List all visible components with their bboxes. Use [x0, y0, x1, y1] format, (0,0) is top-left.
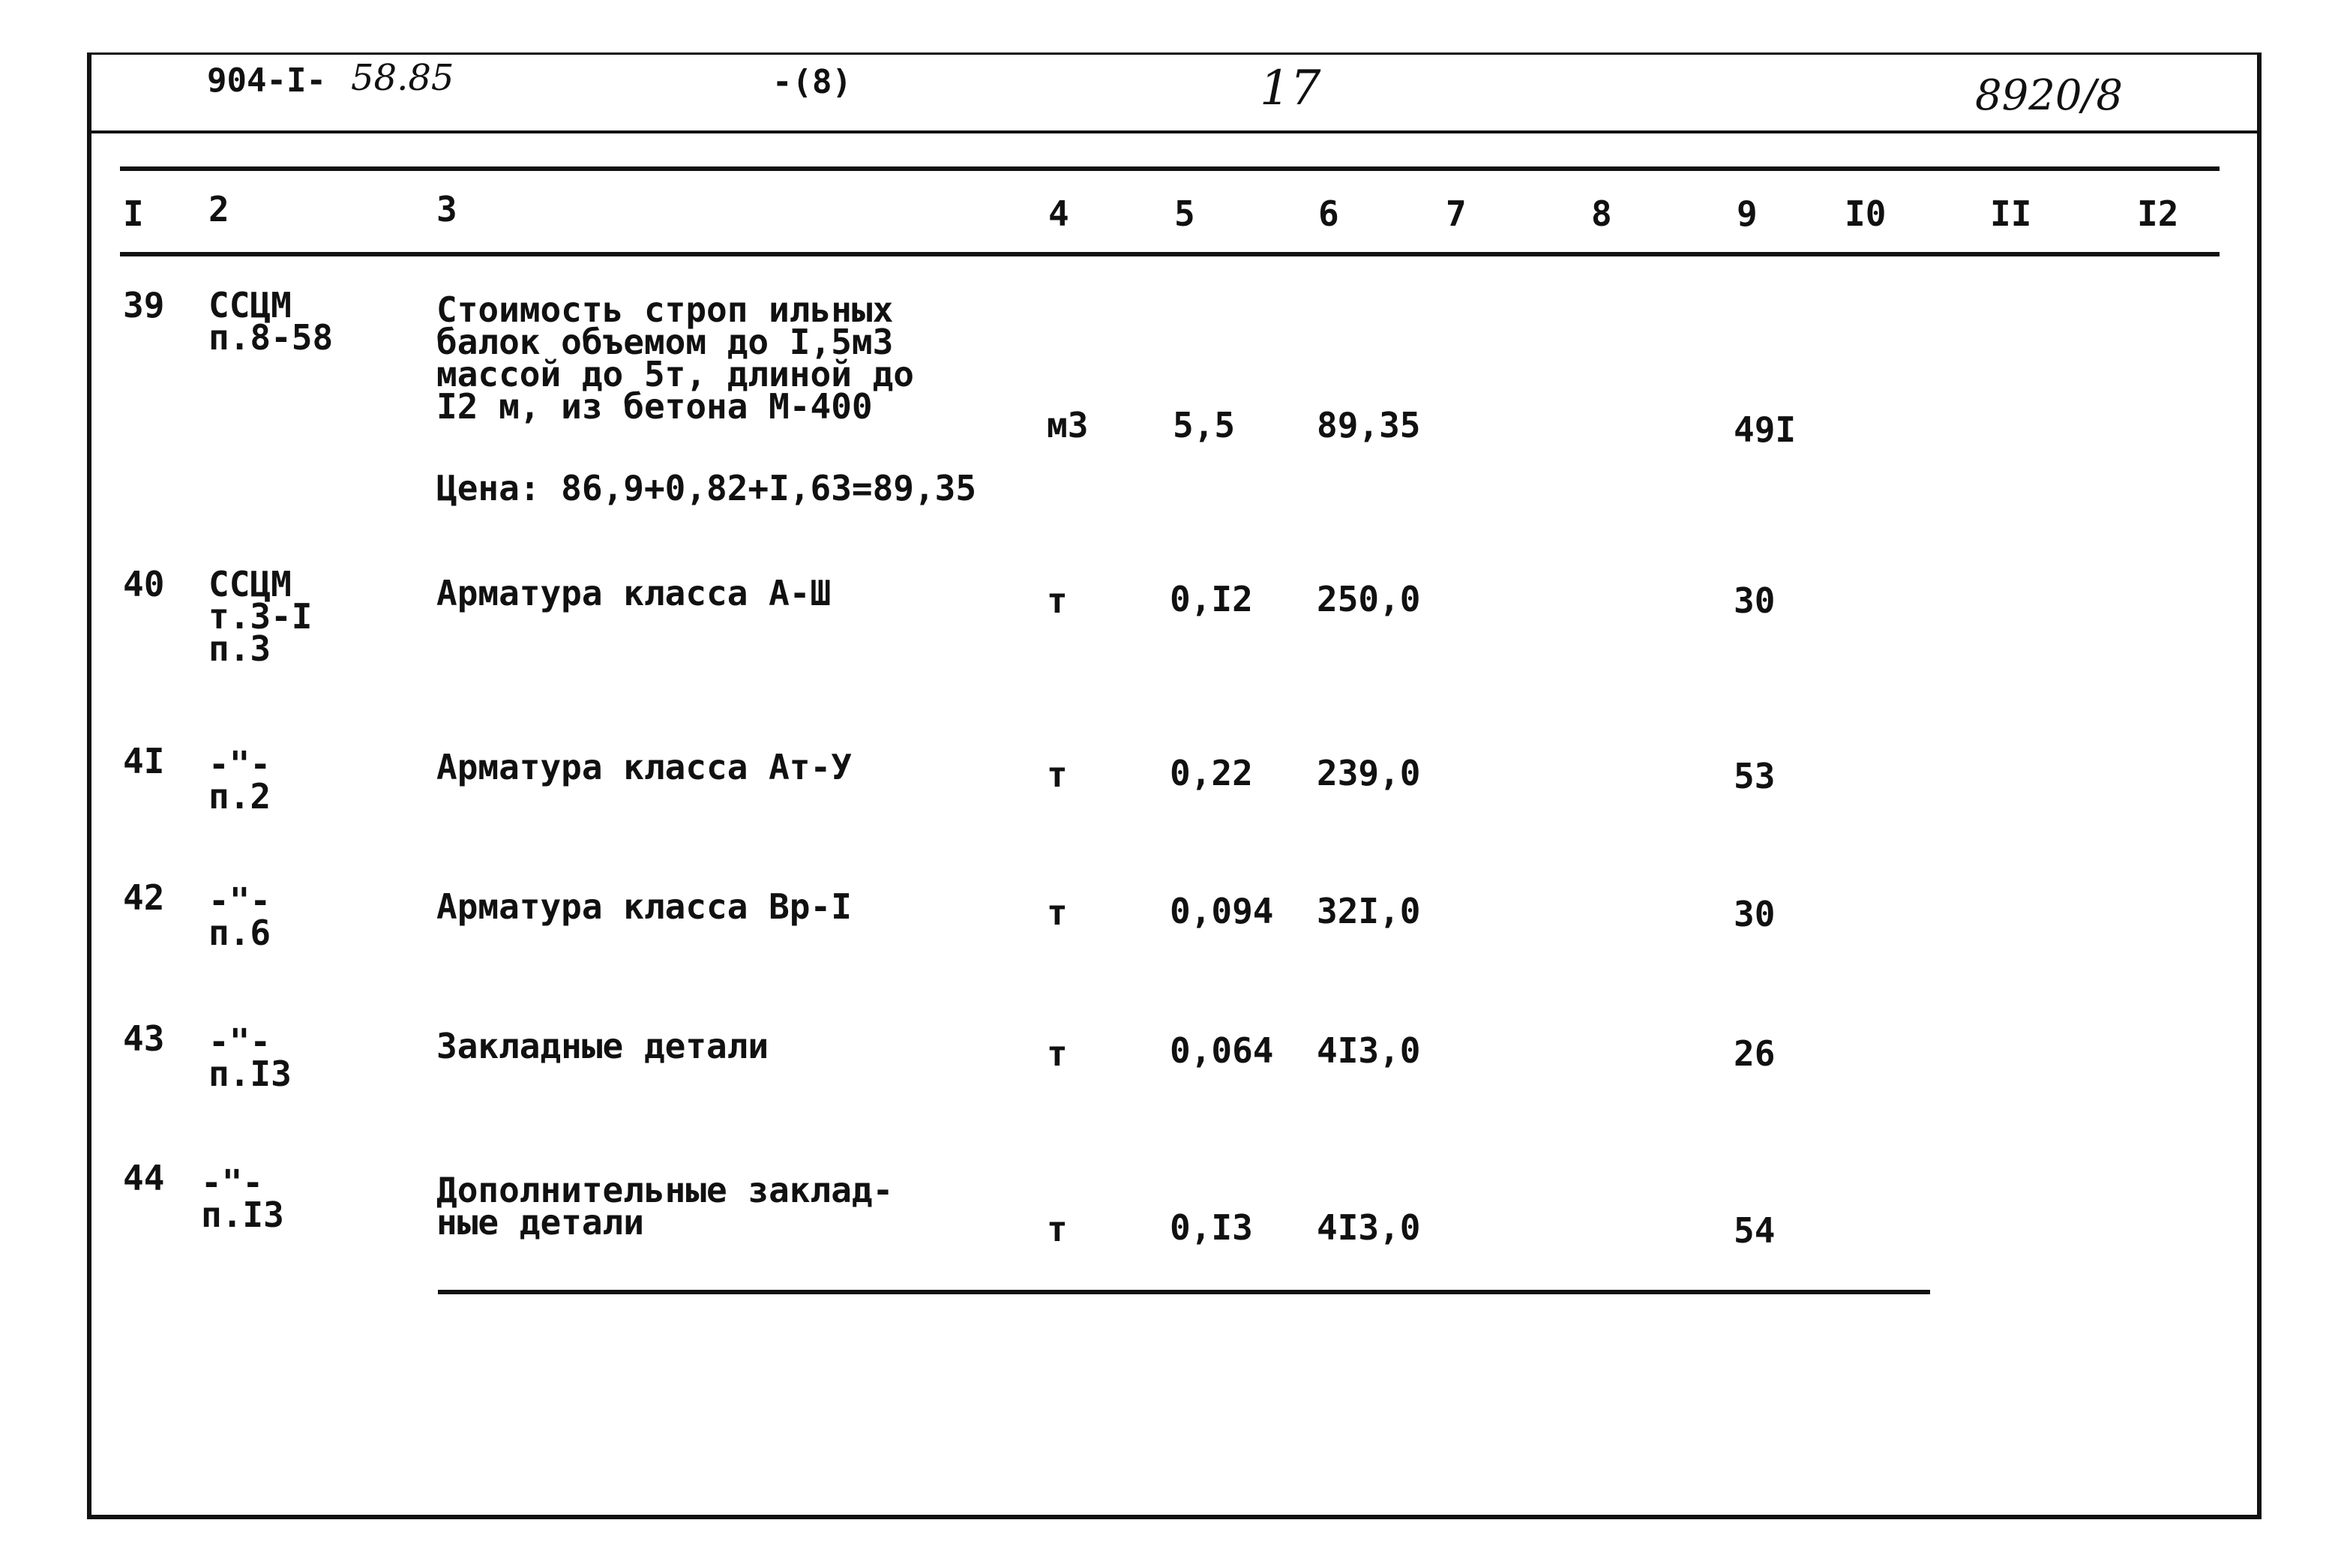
col-header-5: 5	[1174, 193, 1195, 234]
col-header-4: 4	[1048, 193, 1069, 234]
table-end-rule	[438, 1290, 1930, 1294]
row-description: Стоимость строп ильных балок объемом до I,5м3 массой до 5т, длиной до I2 м, из бетона М-400	[436, 289, 914, 427]
row-price: 250,0	[1317, 579, 1421, 619]
row-code: -"- п.2	[208, 744, 271, 817]
row-price: 32I,0	[1317, 891, 1421, 931]
row-quantity: 0,22	[1170, 753, 1253, 793]
col-header-3: 3	[436, 189, 457, 229]
col-header-7: 7	[1446, 193, 1467, 234]
table-top-rule	[120, 166, 2220, 171]
row-code: -"- п.6	[208, 880, 271, 953]
col-header-8: 8	[1591, 193, 1612, 234]
row-quantity: 0,I2	[1170, 579, 1253, 619]
row-unit: т	[1047, 892, 1068, 933]
row-unit: м3	[1047, 405, 1089, 445]
row-description: Арматура класса Ат-У	[436, 747, 852, 787]
row-quantity: 0,094	[1170, 891, 1274, 931]
reference-code: 8920/8	[1975, 71, 2124, 120]
row-total: 30	[1734, 894, 1776, 934]
col-header-6: 6	[1318, 193, 1339, 234]
doc-code-handwritten: 58.85	[351, 57, 454, 99]
row-total: 26	[1734, 1033, 1776, 1074]
row-quantity: 5,5	[1173, 405, 1236, 445]
row-code: -"- п.I3	[208, 1021, 292, 1094]
row-code: ССЦМ п.8-58	[208, 285, 334, 358]
doc-code: 904-I-	[207, 61, 326, 100]
row-price: 4I3,0	[1317, 1030, 1421, 1071]
row-unit: т	[1047, 754, 1068, 795]
page-number: 17	[1260, 61, 1321, 116]
row-quantity: 0,I3	[1170, 1207, 1253, 1248]
row-description: Закладные детали	[436, 1026, 769, 1066]
row-description: Арматура класса Вр-I	[436, 886, 852, 927]
row-price: 239,0	[1317, 753, 1421, 793]
column-header-rule	[120, 252, 2220, 256]
row-number: 43	[123, 1018, 165, 1059]
row-price: 4I3,0	[1317, 1207, 1421, 1248]
row-number: 42	[123, 877, 165, 918]
row-unit: т	[1047, 580, 1068, 621]
row-number: 4I	[123, 741, 165, 781]
col-header-1: I	[123, 193, 144, 234]
row-unit: т	[1047, 1033, 1068, 1074]
row-total: 30	[1734, 580, 1776, 621]
row-code: -"- п.I3	[201, 1162, 284, 1235]
row-number: 44	[123, 1158, 165, 1198]
col-header-10: I0	[1845, 193, 1887, 234]
col-header-11: II	[1990, 193, 2032, 234]
row-number: 39	[123, 285, 165, 325]
row-description: Дополнительные заклад- ные детали	[436, 1170, 894, 1243]
row-unit: т	[1047, 1209, 1068, 1249]
row-total: 53	[1734, 756, 1776, 796]
header-divider	[87, 130, 2259, 133]
section-number: -(8)	[772, 63, 852, 101]
row-total: 54	[1734, 1210, 1776, 1251]
col-header-12: I2	[2137, 193, 2179, 234]
row-number: 40	[123, 564, 165, 604]
row-description: Арматура класса А-Ш	[436, 573, 832, 613]
row-price: 89,35	[1317, 405, 1421, 445]
row-price-note: Цена: 86,9+0,82+I,63=89,35	[436, 468, 977, 508]
row-total: 49I	[1734, 409, 1797, 450]
row-quantity: 0,064	[1170, 1030, 1274, 1071]
col-header-2: 2	[208, 189, 229, 229]
col-header-9: 9	[1737, 193, 1758, 234]
row-code: ССЦМ т.3-I п.3	[208, 564, 313, 669]
